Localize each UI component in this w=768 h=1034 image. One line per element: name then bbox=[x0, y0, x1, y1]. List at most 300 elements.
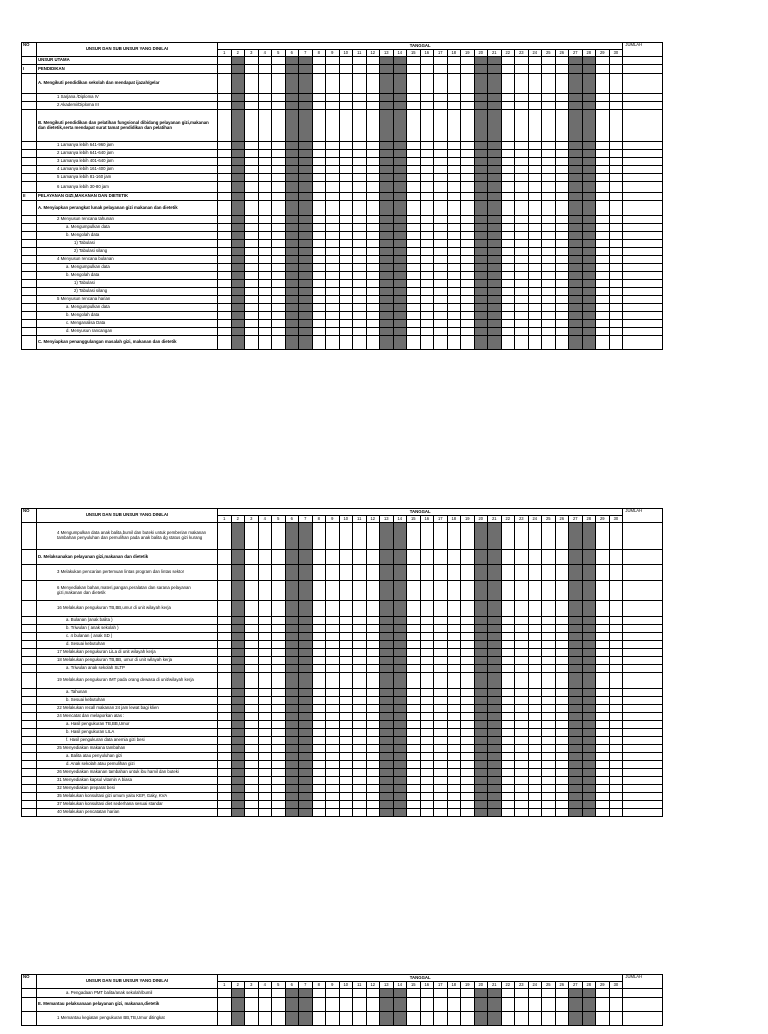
day-cell-shaded[interactable] bbox=[285, 312, 299, 320]
day-cell-shaded[interactable] bbox=[380, 158, 394, 166]
day-cell[interactable] bbox=[501, 633, 515, 641]
day-cell-shaded[interactable] bbox=[569, 166, 583, 174]
day-cell[interactable] bbox=[596, 809, 610, 817]
day-cell[interactable] bbox=[434, 296, 448, 304]
day-cell[interactable] bbox=[501, 264, 515, 272]
day-cell[interactable] bbox=[501, 74, 515, 94]
day-cell[interactable] bbox=[461, 232, 475, 240]
day-cell[interactable] bbox=[555, 581, 569, 601]
day-cell[interactable] bbox=[339, 328, 353, 336]
day-cell-shaded[interactable] bbox=[380, 110, 394, 142]
jumlah-cell[interactable] bbox=[623, 150, 663, 158]
day-cell-shaded[interactable] bbox=[474, 158, 488, 166]
day-cell[interactable] bbox=[542, 336, 556, 350]
day-cell-shaded[interactable] bbox=[582, 102, 596, 110]
day-cell-shaded[interactable] bbox=[299, 201, 313, 216]
day-cell[interactable] bbox=[353, 232, 367, 240]
day-cell[interactable] bbox=[326, 601, 340, 617]
day-cell[interactable] bbox=[245, 801, 259, 809]
day-cell-shaded[interactable] bbox=[569, 328, 583, 336]
day-cell-shaded[interactable] bbox=[474, 550, 488, 565]
day-cell[interactable] bbox=[258, 216, 272, 224]
day-cell[interactable] bbox=[272, 641, 286, 649]
day-cell[interactable] bbox=[555, 312, 569, 320]
day-cell[interactable] bbox=[353, 633, 367, 641]
day-cell-shaded[interactable] bbox=[380, 721, 394, 729]
day-cell[interactable] bbox=[596, 633, 610, 641]
day-cell[interactable] bbox=[501, 721, 515, 729]
day-cell-shaded[interactable] bbox=[380, 625, 394, 633]
day-cell-shaded[interactable] bbox=[231, 74, 245, 94]
day-cell[interactable] bbox=[258, 240, 272, 248]
day-cell[interactable] bbox=[609, 801, 623, 809]
day-cell[interactable] bbox=[542, 296, 556, 304]
day-cell[interactable] bbox=[434, 182, 448, 193]
day-cell[interactable] bbox=[528, 633, 542, 641]
day-cell[interactable] bbox=[218, 312, 232, 320]
day-cell-shaded[interactable] bbox=[299, 777, 313, 785]
day-cell[interactable] bbox=[528, 550, 542, 565]
day-cell-shaded[interactable] bbox=[474, 240, 488, 248]
day-cell-shaded[interactable] bbox=[299, 65, 313, 74]
day-cell-shaded[interactable] bbox=[380, 201, 394, 216]
day-cell[interactable] bbox=[515, 320, 529, 328]
day-cell-shaded[interactable] bbox=[474, 280, 488, 288]
day-cell[interactable] bbox=[542, 761, 556, 769]
day-cell[interactable] bbox=[218, 989, 232, 998]
day-cell[interactable] bbox=[434, 673, 448, 689]
day-cell[interactable] bbox=[447, 809, 461, 817]
day-cell[interactable] bbox=[407, 721, 421, 729]
day-cell[interactable] bbox=[528, 158, 542, 166]
day-cell[interactable] bbox=[609, 729, 623, 737]
day-cell[interactable] bbox=[366, 809, 380, 817]
day-cell[interactable] bbox=[447, 74, 461, 94]
day-cell[interactable] bbox=[407, 689, 421, 697]
day-cell[interactable] bbox=[353, 793, 367, 801]
day-cell[interactable] bbox=[353, 57, 367, 65]
day-cell[interactable] bbox=[272, 989, 286, 998]
day-cell[interactable] bbox=[461, 224, 475, 232]
day-cell[interactable] bbox=[272, 74, 286, 94]
day-cell[interactable] bbox=[218, 777, 232, 785]
day-cell-shaded[interactable] bbox=[285, 142, 299, 150]
day-cell[interactable] bbox=[596, 785, 610, 793]
day-cell-shaded[interactable] bbox=[569, 581, 583, 601]
day-cell-shaded[interactable] bbox=[582, 737, 596, 745]
day-cell-shaded[interactable] bbox=[299, 216, 313, 224]
day-cell[interactable] bbox=[218, 625, 232, 633]
day-cell[interactable] bbox=[461, 550, 475, 565]
day-cell-shaded[interactable] bbox=[488, 761, 502, 769]
day-cell[interactable] bbox=[218, 785, 232, 793]
day-cell-shaded[interactable] bbox=[393, 673, 407, 689]
day-cell-shaded[interactable] bbox=[582, 705, 596, 713]
day-cell[interactable] bbox=[245, 174, 259, 182]
day-cell-shaded[interactable] bbox=[569, 705, 583, 713]
day-cell[interactable] bbox=[542, 523, 556, 550]
day-cell[interactable] bbox=[258, 320, 272, 328]
day-cell[interactable] bbox=[245, 777, 259, 785]
day-cell[interactable] bbox=[258, 65, 272, 74]
day-cell[interactable] bbox=[434, 224, 448, 232]
day-cell[interactable] bbox=[326, 280, 340, 288]
day-cell[interactable] bbox=[515, 166, 529, 174]
day-cell[interactable] bbox=[609, 673, 623, 689]
day-cell-shaded[interactable] bbox=[380, 689, 394, 697]
day-cell[interactable] bbox=[609, 617, 623, 625]
day-cell[interactable] bbox=[609, 304, 623, 312]
day-cell[interactable] bbox=[258, 166, 272, 174]
day-cell-shaded[interactable] bbox=[569, 989, 583, 998]
day-cell[interactable] bbox=[461, 713, 475, 721]
day-cell[interactable] bbox=[312, 523, 326, 550]
day-cell[interactable] bbox=[501, 1012, 515, 1026]
day-cell-shaded[interactable] bbox=[582, 174, 596, 182]
day-cell-shaded[interactable] bbox=[299, 328, 313, 336]
day-cell-shaded[interactable] bbox=[569, 761, 583, 769]
day-cell-shaded[interactable] bbox=[380, 312, 394, 320]
day-cell[interactable] bbox=[515, 673, 529, 689]
day-cell[interactable] bbox=[461, 737, 475, 745]
day-cell[interactable] bbox=[461, 328, 475, 336]
day-cell[interactable] bbox=[501, 280, 515, 288]
day-cell[interactable] bbox=[407, 142, 421, 150]
day-cell[interactable] bbox=[542, 57, 556, 65]
day-cell-shaded[interactable] bbox=[393, 336, 407, 350]
day-cell[interactable] bbox=[218, 320, 232, 328]
day-cell[interactable] bbox=[258, 565, 272, 581]
day-cell[interactable] bbox=[272, 296, 286, 304]
day-cell[interactable] bbox=[420, 102, 434, 110]
day-cell-shaded[interactable] bbox=[380, 998, 394, 1012]
day-cell-shaded[interactable] bbox=[393, 649, 407, 657]
day-cell[interactable] bbox=[218, 665, 232, 673]
day-cell[interactable] bbox=[501, 320, 515, 328]
day-cell[interactable] bbox=[420, 753, 434, 761]
day-cell-shaded[interactable] bbox=[231, 601, 245, 617]
day-cell-shaded[interactable] bbox=[299, 256, 313, 264]
day-cell[interactable] bbox=[447, 166, 461, 174]
day-cell[interactable] bbox=[596, 256, 610, 264]
day-cell[interactable] bbox=[420, 304, 434, 312]
day-cell[interactable] bbox=[218, 649, 232, 657]
day-cell[interactable] bbox=[407, 102, 421, 110]
day-cell-shaded[interactable] bbox=[582, 142, 596, 150]
day-cell[interactable] bbox=[555, 801, 569, 809]
day-cell-shaded[interactable] bbox=[299, 166, 313, 174]
day-cell-shaded[interactable] bbox=[299, 174, 313, 182]
day-cell[interactable] bbox=[258, 102, 272, 110]
jumlah-cell[interactable] bbox=[623, 705, 663, 713]
day-cell-shaded[interactable] bbox=[231, 216, 245, 224]
day-cell-shaded[interactable] bbox=[569, 57, 583, 65]
day-cell[interactable] bbox=[515, 65, 529, 74]
day-cell-shaded[interactable] bbox=[582, 336, 596, 350]
day-cell[interactable] bbox=[407, 296, 421, 304]
day-cell-shaded[interactable] bbox=[393, 737, 407, 745]
day-cell[interactable] bbox=[501, 998, 515, 1012]
day-cell-shaded[interactable] bbox=[488, 729, 502, 737]
day-cell-shaded[interactable] bbox=[231, 673, 245, 689]
day-cell-shaded[interactable] bbox=[569, 110, 583, 142]
day-cell-shaded[interactable] bbox=[474, 641, 488, 649]
day-cell[interactable] bbox=[515, 550, 529, 565]
day-cell-shaded[interactable] bbox=[285, 665, 299, 673]
day-cell[interactable] bbox=[555, 193, 569, 201]
day-cell[interactable] bbox=[245, 745, 259, 753]
day-cell[interactable] bbox=[326, 761, 340, 769]
day-cell[interactable] bbox=[339, 336, 353, 350]
day-cell-shaded[interactable] bbox=[285, 625, 299, 633]
day-cell[interactable] bbox=[339, 998, 353, 1012]
day-cell-shaded[interactable] bbox=[569, 785, 583, 793]
day-cell-shaded[interactable] bbox=[474, 705, 488, 713]
day-cell[interactable] bbox=[420, 272, 434, 280]
day-cell-shaded[interactable] bbox=[474, 232, 488, 240]
day-cell[interactable] bbox=[461, 523, 475, 550]
day-cell[interactable] bbox=[542, 150, 556, 158]
day-cell[interactable] bbox=[312, 272, 326, 280]
day-cell-shaded[interactable] bbox=[380, 729, 394, 737]
day-cell-shaded[interactable] bbox=[380, 65, 394, 74]
day-cell-shaded[interactable] bbox=[474, 697, 488, 705]
day-cell[interactable] bbox=[258, 304, 272, 312]
day-cell-shaded[interactable] bbox=[299, 581, 313, 601]
day-cell-shaded[interactable] bbox=[231, 665, 245, 673]
day-cell[interactable] bbox=[447, 65, 461, 74]
day-cell-shaded[interactable] bbox=[299, 232, 313, 240]
day-cell[interactable] bbox=[542, 248, 556, 256]
day-cell[interactable] bbox=[542, 158, 556, 166]
day-cell[interactable] bbox=[245, 523, 259, 550]
day-cell[interactable] bbox=[245, 769, 259, 777]
day-cell-shaded[interactable] bbox=[231, 753, 245, 761]
day-cell[interactable] bbox=[596, 102, 610, 110]
day-cell-shaded[interactable] bbox=[380, 102, 394, 110]
day-cell[interactable] bbox=[434, 264, 448, 272]
day-cell[interactable] bbox=[420, 240, 434, 248]
day-cell[interactable] bbox=[366, 240, 380, 248]
day-cell[interactable] bbox=[366, 673, 380, 689]
day-cell-shaded[interactable] bbox=[299, 641, 313, 649]
day-cell[interactable] bbox=[447, 793, 461, 801]
day-cell[interactable] bbox=[555, 633, 569, 641]
day-cell[interactable] bbox=[353, 673, 367, 689]
day-cell[interactable] bbox=[609, 201, 623, 216]
day-cell[interactable] bbox=[528, 617, 542, 625]
day-cell-shaded[interactable] bbox=[488, 174, 502, 182]
day-cell[interactable] bbox=[542, 641, 556, 649]
day-cell-shaded[interactable] bbox=[299, 296, 313, 304]
day-cell[interactable] bbox=[326, 721, 340, 729]
day-cell[interactable] bbox=[515, 761, 529, 769]
day-cell[interactable] bbox=[407, 150, 421, 158]
jumlah-cell[interactable] bbox=[623, 296, 663, 304]
day-cell[interactable] bbox=[258, 625, 272, 633]
day-cell[interactable] bbox=[596, 998, 610, 1012]
day-cell[interactable] bbox=[447, 158, 461, 166]
day-cell[interactable] bbox=[434, 240, 448, 248]
day-cell[interactable] bbox=[596, 224, 610, 232]
day-cell[interactable] bbox=[501, 182, 515, 193]
day-cell-shaded[interactable] bbox=[285, 673, 299, 689]
day-cell[interactable] bbox=[407, 288, 421, 296]
day-cell-shaded[interactable] bbox=[380, 320, 394, 328]
day-cell[interactable] bbox=[434, 232, 448, 240]
day-cell[interactable] bbox=[312, 280, 326, 288]
day-cell[interactable] bbox=[447, 737, 461, 745]
day-cell-shaded[interactable] bbox=[474, 625, 488, 633]
day-cell-shaded[interactable] bbox=[488, 649, 502, 657]
day-cell[interactable] bbox=[447, 240, 461, 248]
day-cell[interactable] bbox=[609, 328, 623, 336]
day-cell[interactable] bbox=[218, 581, 232, 601]
day-cell[interactable] bbox=[515, 110, 529, 142]
day-cell-shaded[interactable] bbox=[285, 809, 299, 817]
day-cell[interactable] bbox=[258, 280, 272, 288]
day-cell[interactable] bbox=[447, 264, 461, 272]
day-cell[interactable] bbox=[245, 150, 259, 158]
day-cell[interactable] bbox=[501, 565, 515, 581]
day-cell[interactable] bbox=[326, 248, 340, 256]
day-cell-shaded[interactable] bbox=[285, 737, 299, 745]
day-cell[interactable] bbox=[326, 232, 340, 240]
day-cell[interactable] bbox=[339, 633, 353, 641]
day-cell[interactable] bbox=[528, 280, 542, 288]
day-cell[interactable] bbox=[312, 288, 326, 296]
day-cell[interactable] bbox=[609, 1012, 623, 1026]
day-cell-shaded[interactable] bbox=[299, 336, 313, 350]
day-cell[interactable] bbox=[609, 697, 623, 705]
day-cell[interactable] bbox=[461, 641, 475, 649]
day-cell-shaded[interactable] bbox=[231, 793, 245, 801]
day-cell[interactable] bbox=[339, 216, 353, 224]
day-cell-shaded[interactable] bbox=[299, 745, 313, 753]
day-cell[interactable] bbox=[353, 110, 367, 142]
day-cell[interactable] bbox=[258, 713, 272, 721]
day-cell-shaded[interactable] bbox=[393, 94, 407, 102]
day-cell[interactable] bbox=[258, 753, 272, 761]
day-cell[interactable] bbox=[528, 1012, 542, 1026]
day-cell-shaded[interactable] bbox=[299, 761, 313, 769]
day-cell[interactable] bbox=[555, 224, 569, 232]
day-cell[interactable] bbox=[366, 581, 380, 601]
day-cell-shaded[interactable] bbox=[488, 550, 502, 565]
day-cell[interactable] bbox=[339, 158, 353, 166]
day-cell[interactable] bbox=[420, 633, 434, 641]
day-cell[interactable] bbox=[218, 248, 232, 256]
day-cell-shaded[interactable] bbox=[488, 745, 502, 753]
day-cell-shaded[interactable] bbox=[380, 166, 394, 174]
day-cell[interactable] bbox=[555, 713, 569, 721]
day-cell[interactable] bbox=[366, 174, 380, 182]
day-cell[interactable] bbox=[339, 264, 353, 272]
day-cell-shaded[interactable] bbox=[582, 721, 596, 729]
day-cell-shaded[interactable] bbox=[569, 753, 583, 761]
day-cell-shaded[interactable] bbox=[582, 761, 596, 769]
day-cell[interactable] bbox=[218, 174, 232, 182]
jumlah-cell[interactable] bbox=[623, 745, 663, 753]
day-cell[interactable] bbox=[528, 673, 542, 689]
day-cell-shaded[interactable] bbox=[299, 705, 313, 713]
day-cell-shaded[interactable] bbox=[474, 777, 488, 785]
day-cell[interactable] bbox=[555, 201, 569, 216]
day-cell[interactable] bbox=[420, 94, 434, 102]
day-cell[interactable] bbox=[420, 793, 434, 801]
day-cell[interactable] bbox=[312, 649, 326, 657]
day-cell-shaded[interactable] bbox=[231, 272, 245, 280]
day-cell-shaded[interactable] bbox=[582, 769, 596, 777]
day-cell[interactable] bbox=[555, 94, 569, 102]
day-cell[interactable] bbox=[326, 65, 340, 74]
day-cell-shaded[interactable] bbox=[569, 232, 583, 240]
day-cell-shaded[interactable] bbox=[299, 74, 313, 94]
day-cell[interactable] bbox=[596, 312, 610, 320]
jumlah-cell[interactable] bbox=[623, 729, 663, 737]
jumlah-cell[interactable] bbox=[623, 989, 663, 998]
jumlah-cell[interactable] bbox=[623, 641, 663, 649]
day-cell-shaded[interactable] bbox=[299, 617, 313, 625]
day-cell[interactable] bbox=[528, 166, 542, 174]
day-cell[interactable] bbox=[353, 328, 367, 336]
day-cell[interactable] bbox=[420, 617, 434, 625]
day-cell[interactable] bbox=[555, 745, 569, 753]
day-cell[interactable] bbox=[245, 240, 259, 248]
jumlah-cell[interactable] bbox=[623, 809, 663, 817]
day-cell-shaded[interactable] bbox=[285, 793, 299, 801]
day-cell[interactable] bbox=[434, 336, 448, 350]
day-cell[interactable] bbox=[447, 142, 461, 150]
day-cell-shaded[interactable] bbox=[380, 989, 394, 998]
day-cell-shaded[interactable] bbox=[285, 296, 299, 304]
day-cell[interactable] bbox=[542, 110, 556, 142]
jumlah-cell[interactable] bbox=[623, 697, 663, 705]
day-cell-shaded[interactable] bbox=[285, 201, 299, 216]
day-cell[interactable] bbox=[272, 657, 286, 665]
day-cell[interactable] bbox=[258, 601, 272, 617]
day-cell[interactable] bbox=[447, 689, 461, 697]
day-cell[interactable] bbox=[272, 565, 286, 581]
day-cell[interactable] bbox=[407, 753, 421, 761]
day-cell[interactable] bbox=[353, 248, 367, 256]
day-cell[interactable] bbox=[528, 304, 542, 312]
day-cell[interactable] bbox=[609, 550, 623, 565]
day-cell[interactable] bbox=[447, 633, 461, 641]
day-cell[interactable] bbox=[501, 801, 515, 809]
day-cell[interactable] bbox=[326, 264, 340, 272]
day-cell-shaded[interactable] bbox=[299, 737, 313, 745]
day-cell[interactable] bbox=[420, 232, 434, 240]
day-cell[interactable] bbox=[461, 581, 475, 601]
day-cell-shaded[interactable] bbox=[488, 201, 502, 216]
day-cell[interactable] bbox=[542, 713, 556, 721]
day-cell-shaded[interactable] bbox=[474, 753, 488, 761]
day-cell[interactable] bbox=[609, 523, 623, 550]
day-cell[interactable] bbox=[312, 801, 326, 809]
day-cell[interactable] bbox=[339, 102, 353, 110]
day-cell-shaded[interactable] bbox=[231, 296, 245, 304]
day-cell-shaded[interactable] bbox=[582, 523, 596, 550]
day-cell[interactable] bbox=[609, 745, 623, 753]
day-cell-shaded[interactable] bbox=[393, 280, 407, 288]
day-cell[interactable] bbox=[339, 288, 353, 296]
day-cell[interactable] bbox=[326, 182, 340, 193]
day-cell[interactable] bbox=[434, 94, 448, 102]
day-cell[interactable] bbox=[596, 240, 610, 248]
day-cell[interactable] bbox=[407, 336, 421, 350]
day-cell-shaded[interactable] bbox=[582, 288, 596, 296]
